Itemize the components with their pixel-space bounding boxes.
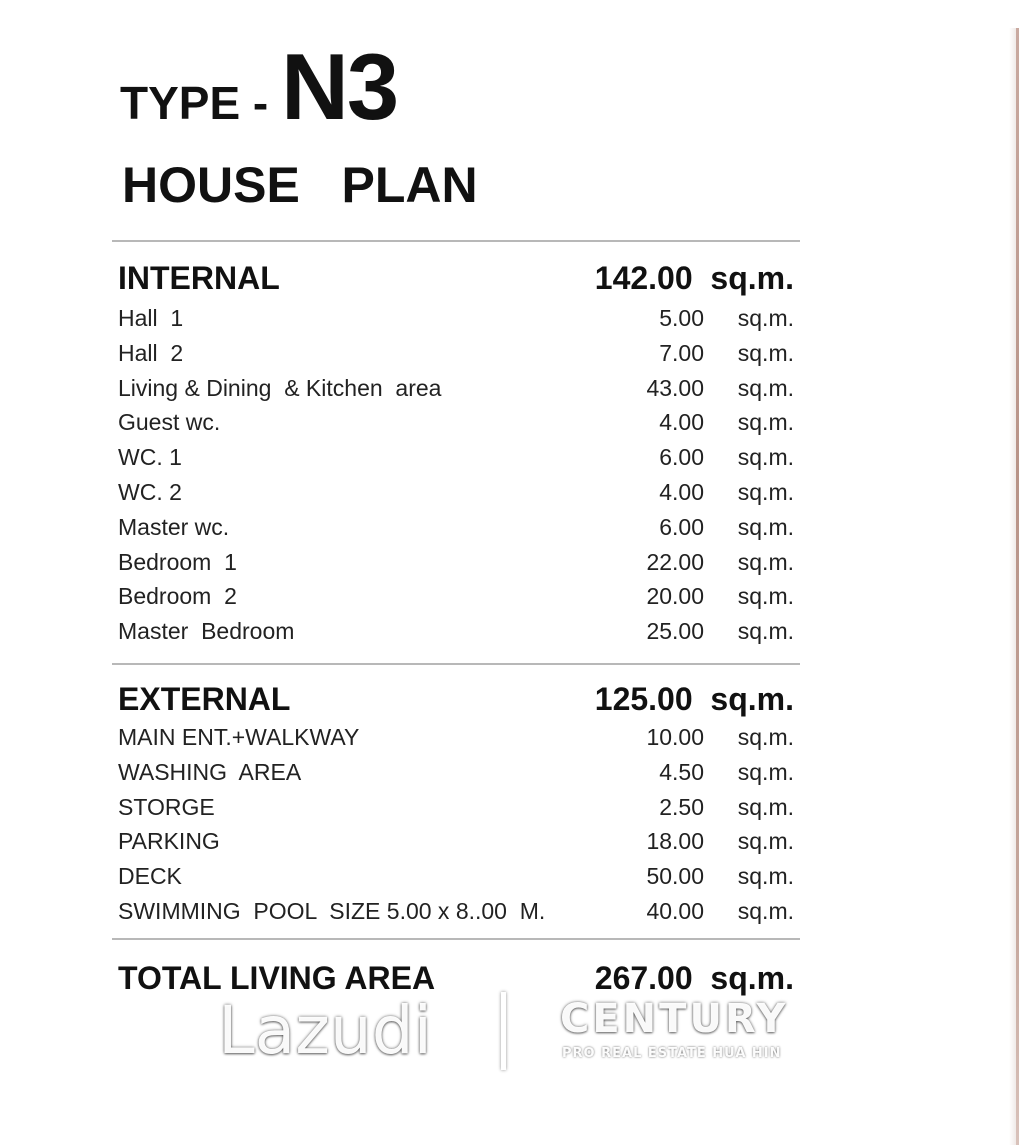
area-row xyxy=(118,724,794,754)
area-unit: sq.m. xyxy=(737,305,794,331)
century-logo: CENTURY xyxy=(560,996,789,1042)
page-edge-shadow xyxy=(1009,28,1016,1145)
area-value: 2.50 xyxy=(659,793,704,820)
area-row xyxy=(118,340,794,370)
watermark xyxy=(218,992,808,1082)
area-unit: sq.m. xyxy=(737,339,794,366)
area-name: Hall 2 xyxy=(118,339,184,366)
area-row xyxy=(118,375,794,405)
area-value: 20.00 xyxy=(646,583,704,610)
area-value: 50.00 xyxy=(646,863,704,890)
area-row xyxy=(118,583,794,613)
area-unit: sq.m. xyxy=(737,444,794,471)
area-row xyxy=(118,794,794,824)
area-unit: sq.m. xyxy=(737,898,794,924)
area-name: MAIN ENT.+WALKWAY xyxy=(118,724,360,750)
area-name: Master Bedroom xyxy=(118,618,295,645)
area-value: 22.00 xyxy=(646,548,704,575)
area-name: Bedroom 2 xyxy=(118,583,237,610)
area-name: Master wc. xyxy=(118,513,230,540)
area-value: 7.00 xyxy=(659,339,704,366)
area-unit: sq.m. xyxy=(737,409,794,436)
divider-middle xyxy=(112,663,800,665)
page-edge xyxy=(1016,28,1019,1145)
area-name: WC. 1 xyxy=(118,444,182,471)
type-code: N3 xyxy=(281,34,398,139)
internal-label: INTERNAL xyxy=(118,260,280,296)
area-row xyxy=(118,479,794,509)
area-row xyxy=(118,759,794,789)
area-row xyxy=(118,409,794,439)
area-name: DECK xyxy=(118,863,182,890)
external-total: 125.00 sq.m. xyxy=(594,681,794,717)
divider-bottom xyxy=(112,938,800,940)
divider-top xyxy=(112,240,800,242)
area-name: WASHING AREA xyxy=(118,758,302,785)
total-living-label: TOTAL LIVING AREA xyxy=(118,960,436,996)
external-label: EXTERNAL xyxy=(118,681,291,717)
watermark-divider xyxy=(501,992,506,1070)
area-row xyxy=(118,549,794,579)
area-name: WC. 2 xyxy=(118,479,182,505)
area-row xyxy=(118,305,794,335)
area-unit: sq.m. xyxy=(737,758,794,785)
internal-header xyxy=(118,260,794,300)
area-name: Bedroom 1 xyxy=(118,548,237,575)
area-name: Guest wc. xyxy=(118,409,221,436)
area-unit: sq.m. xyxy=(737,618,794,645)
area-value: 6.00 xyxy=(659,444,704,471)
area-row xyxy=(118,514,794,544)
area-unit: sq.m. xyxy=(737,513,794,540)
area-unit: sq.m. xyxy=(737,548,794,575)
area-row xyxy=(118,444,794,474)
area-value: 4.00 xyxy=(659,479,704,505)
area-value: 10.00 xyxy=(646,724,704,750)
area-name: Living & Dining & Kitchen area xyxy=(118,374,442,401)
area-row xyxy=(118,828,794,858)
area-name: STORGE xyxy=(118,793,215,820)
area-value: 40.00 xyxy=(646,898,704,924)
lazudi-logo: Lazudi xyxy=(218,992,432,1069)
area-value: 18.00 xyxy=(646,828,704,855)
area-unit: sq.m. xyxy=(737,793,794,820)
century-tagline: PRO REAL ESTATE HUA HIN xyxy=(562,1046,782,1061)
area-name: PARKING xyxy=(118,828,220,855)
area-unit: sq.m. xyxy=(737,828,794,855)
area-value: 5.00 xyxy=(659,305,704,331)
area-row xyxy=(118,898,794,928)
area-value: 25.00 xyxy=(646,618,704,645)
area-unit: sq.m. xyxy=(737,374,794,401)
plan-subtitle: HOUSE PLAN xyxy=(122,157,478,213)
area-unit: sq.m. xyxy=(737,724,794,750)
internal-total: 142.00 sq.m. xyxy=(594,260,794,296)
external-header xyxy=(118,681,794,721)
area-unit: sq.m. xyxy=(737,479,794,505)
type-prefix: TYPE - xyxy=(120,77,282,129)
area-value: 4.00 xyxy=(659,409,704,436)
total-living-value: 267.00 sq.m. xyxy=(594,960,794,996)
area-unit: sq.m. xyxy=(737,583,794,610)
area-row xyxy=(118,863,794,893)
area-value: 43.00 xyxy=(646,374,704,401)
area-value: 4.50 xyxy=(659,758,704,785)
area-unit: sq.m. xyxy=(737,863,794,890)
area-name: Hall 1 xyxy=(118,305,184,331)
plan-type-title xyxy=(120,34,398,139)
area-value: 6.00 xyxy=(659,513,704,540)
area-row xyxy=(118,618,794,648)
area-name: SWIMMING POOL SIZE 5.00 x 8..00 M. xyxy=(118,898,546,924)
